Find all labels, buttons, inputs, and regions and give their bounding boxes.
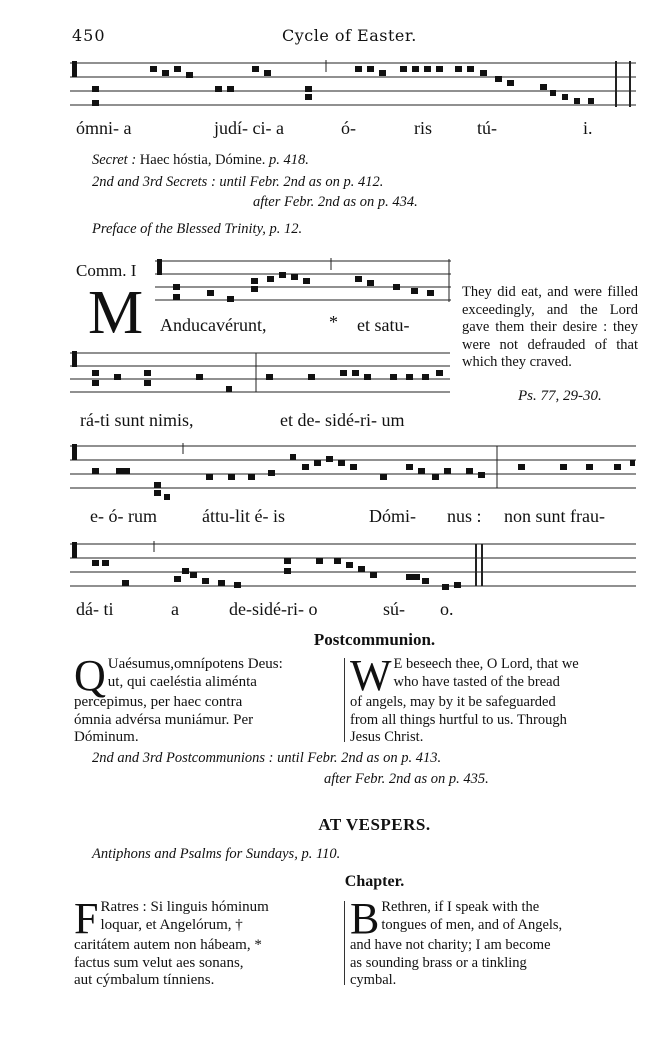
chant-staff-3 bbox=[70, 348, 454, 400]
postcommunion-english bbox=[350, 651, 638, 747]
secrets-ref: p. 412. bbox=[343, 174, 384, 190]
lyric-o: ó- bbox=[341, 118, 356, 138]
postcommunion-latin bbox=[74, 651, 338, 747]
english-line: cymbal. bbox=[350, 972, 397, 988]
chapter-english bbox=[350, 894, 638, 990]
note-after-text: after Febr. 2nd as on bbox=[324, 771, 446, 787]
antiphons-text: Antiphons and Psalms for Sundays, bbox=[92, 846, 298, 862]
lyric-o-end: o. bbox=[440, 599, 454, 619]
running-title: Cycle of Easter. bbox=[282, 26, 417, 45]
lyric-et-satu: et satu- bbox=[357, 315, 410, 335]
postcommunion-latin-initial: Q bbox=[74, 651, 106, 700]
english-line: from all things hurtful to us. Through bbox=[350, 711, 567, 728]
preface-ref: p. 12. bbox=[269, 221, 303, 237]
english-line: E beseech thee, O Lord, that we bbox=[393, 656, 579, 672]
lyric-non-sunt-frau: non sunt frau- bbox=[504, 506, 605, 526]
latin-line: ut, qui caeléstia aliménta bbox=[107, 673, 257, 690]
preface-line bbox=[92, 221, 302, 238]
latin-line: Dóminum. bbox=[74, 729, 139, 745]
antiphons-ref: p. 110. bbox=[301, 846, 341, 862]
communion-translation: They did eat, and were filled exceedingly, and the Lord gave them their desire : they were not defrauded of that which they craved. bbox=[462, 284, 638, 370]
english-line: and have not charity; I am become bbox=[350, 937, 551, 953]
column-divider bbox=[344, 901, 345, 985]
chant-staff-2 bbox=[155, 256, 455, 308]
english-line: who have tasted of the bread bbox=[393, 673, 560, 690]
lyric-manducaverunt: Anducavérunt, bbox=[160, 315, 267, 335]
latin-line: Ratres : Si linguis hóminum bbox=[100, 899, 269, 915]
chant-staff-1 bbox=[70, 58, 640, 114]
note-text: 2nd and 3rd Postcommunions : until Febr. 2nd as on bbox=[92, 750, 398, 766]
lyric-asterisk: * bbox=[329, 312, 338, 332]
communion-initial: M bbox=[88, 279, 144, 347]
lyric-rati-sunt-nimis: rá-ti sunt nimis, bbox=[80, 410, 194, 430]
chapter-latin bbox=[74, 894, 338, 990]
lyric-dati: dá- ti bbox=[76, 599, 114, 619]
chapter-heading: Chapter. bbox=[344, 873, 405, 890]
secrets-text: 2nd and 3rd Secrets : until Febr. 2nd as on bbox=[92, 174, 340, 190]
latin-line: ómnia advérsa muniámur. Per bbox=[74, 711, 254, 728]
latin-line: caritátem autem non hábeam, * bbox=[74, 937, 262, 953]
english-line: tongues of men, and of Angels, bbox=[381, 916, 563, 933]
chant-staff-5 bbox=[70, 538, 640, 596]
latin-line: Uaésumus,omnípotens Deus: bbox=[107, 656, 283, 672]
lyric-attulit-eis: áttu-lit é- is bbox=[202, 506, 285, 526]
secrets-2nd-3rd bbox=[92, 174, 383, 191]
communion-label: Comm. I bbox=[76, 261, 137, 280]
latin-line: factus sum velut aes sonans, bbox=[74, 954, 244, 971]
lyric-judicia: judí- ci- a bbox=[214, 118, 284, 138]
secrets-after-ref: p. 434. bbox=[377, 194, 418, 210]
chant-staff-4 bbox=[70, 440, 640, 504]
page-number: 450 bbox=[72, 26, 106, 45]
column-divider bbox=[344, 658, 345, 742]
postcommunion-english-initial: W bbox=[350, 651, 392, 700]
latin-line: loquar, et Angelórum, † bbox=[100, 916, 243, 933]
chapter-english-initial: B bbox=[350, 894, 380, 943]
secret-label: Secret : bbox=[92, 152, 137, 168]
antiphons-line bbox=[92, 846, 340, 863]
secrets-after bbox=[253, 194, 418, 211]
lyric-ris: ris bbox=[414, 118, 432, 138]
english-line: Jesus Christ. bbox=[350, 729, 424, 745]
chapter-latin-initial: F bbox=[74, 894, 99, 943]
lyric-domi: Dómi- bbox=[369, 506, 416, 526]
latin-line: aut cýmbalum tínniens. bbox=[74, 972, 215, 988]
english-line: as sounding brass or a tinkling bbox=[350, 954, 527, 971]
secret-text: Haec hóstia, Dómine. bbox=[139, 152, 266, 168]
lyric-i: i. bbox=[583, 118, 593, 138]
note-ref: p. 413. bbox=[401, 750, 442, 766]
lyric-et-desiderium: et de- sidé-ri- um bbox=[280, 410, 405, 430]
lyric-su: sú- bbox=[383, 599, 405, 619]
communion-reference: Ps. 77, 29-30. bbox=[518, 388, 602, 404]
secret-line bbox=[92, 152, 309, 169]
lyric-omnia: ómni- a bbox=[76, 118, 132, 138]
note-after-ref: p. 435. bbox=[448, 771, 489, 787]
postcommunion-heading: Postcommunion. bbox=[313, 630, 436, 649]
lyric-a: a bbox=[171, 599, 179, 619]
postcommunions-note bbox=[92, 750, 441, 767]
english-line: of angels, may by it be safeguarded bbox=[350, 694, 556, 710]
english-line: Rethren, if I speak with the bbox=[381, 899, 540, 915]
postcommunions-note-after bbox=[324, 771, 489, 788]
lyric-nus: nus : bbox=[447, 506, 482, 526]
lyric-tu: tú- bbox=[477, 118, 497, 138]
lyric-eorum: e- ó- rum bbox=[90, 506, 157, 526]
preface-text: Preface of the Blessed Trinity, bbox=[92, 221, 266, 237]
vespers-heading: AT VESPERS. bbox=[318, 815, 431, 834]
secret-ref: p. 418. bbox=[269, 152, 309, 168]
lyric-desiderio: de-sidé-ri- o bbox=[229, 599, 318, 619]
secrets-after-text: after Febr. 2nd as on bbox=[253, 194, 375, 210]
latin-line: percépimus, per haec contra bbox=[74, 694, 243, 710]
